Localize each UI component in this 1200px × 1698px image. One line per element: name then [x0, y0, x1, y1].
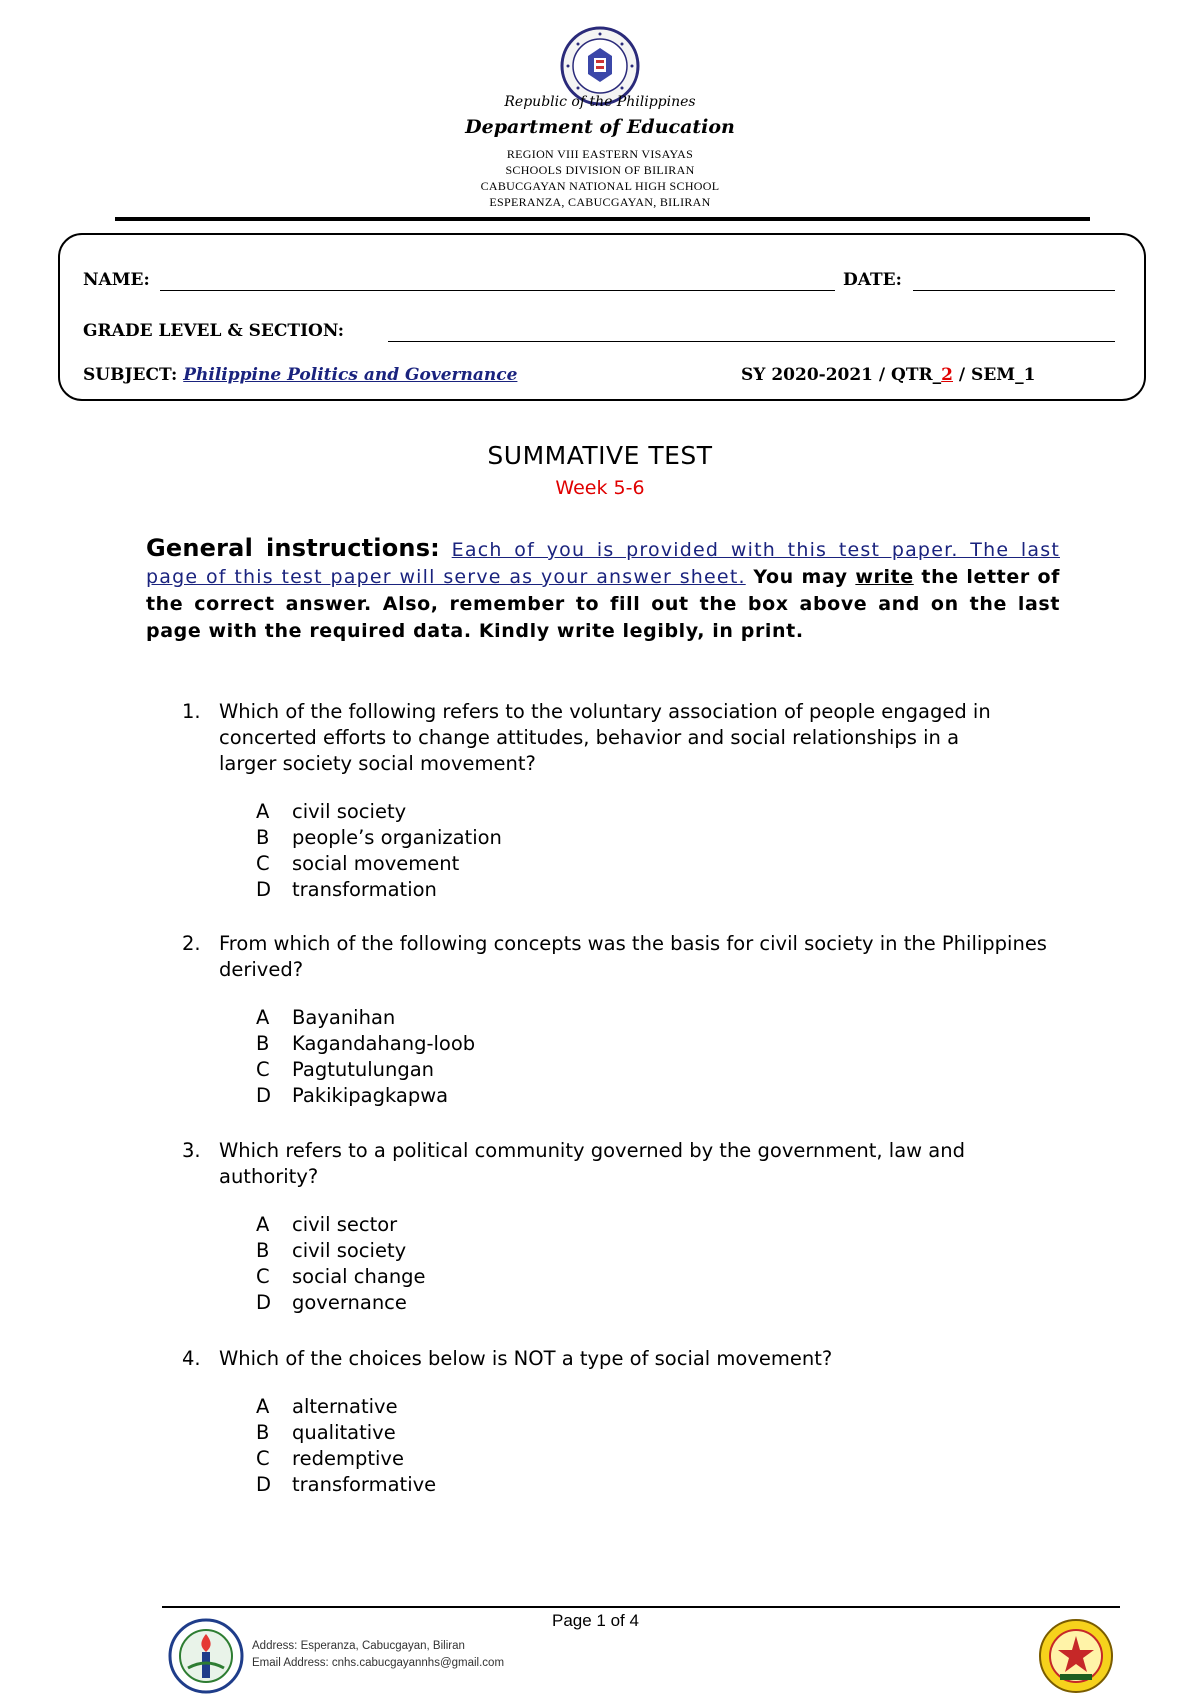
school-line: CABUCGAYAN NATIONAL HIGH SCHOOL: [480, 179, 720, 193]
grade-section-label: GRADE LEVEL & SECTION:: [83, 321, 345, 341]
week-label: Week 5-6: [555, 477, 645, 499]
option-c: C Pagtutulungan: [256, 1058, 435, 1081]
footer-divider: [162, 1606, 1120, 1608]
location-line: ESPERANZA, CABUCGAYAN, BILIRAN: [489, 195, 711, 209]
option-c: C redemptive: [256, 1447, 404, 1470]
page-number: Page 1 of 4: [552, 1611, 639, 1630]
date-field[interactable]: [913, 290, 1115, 291]
school-year-quarter: [741, 365, 1035, 385]
question-text: From which of the following concepts was the basis for civil society in the Philippines derived?: [219, 932, 1047, 981]
subject-row: [83, 365, 517, 385]
option-b: B civil society: [256, 1239, 407, 1262]
instructions-heading: General instructions:: [146, 534, 440, 562]
question-text: Which of the choices below is NOT a type of social movement?: [219, 1347, 833, 1370]
option-c: C social change: [256, 1265, 426, 1288]
question-3: [146, 1138, 1066, 1316]
option-a: A civil sector: [256, 1213, 398, 1236]
option-b: B qualitative: [256, 1421, 396, 1444]
quarter-number: 2: [941, 365, 953, 385]
option-d: D transformation: [256, 878, 437, 901]
footer-address: Address: Esperanza, Cabucgayan, Biliran: [252, 1640, 465, 1652]
footer-email: Email Address: cnhs.cabucgayannhs@gmail.com: [252, 1657, 505, 1669]
subject-value: Philippine Politics and Governance: [183, 365, 518, 385]
question-number: 3.: [182, 1139, 201, 1162]
instructions-write: write: [855, 566, 914, 588]
header-divider: [115, 217, 1090, 221]
option-b: B Kagandahang-loob: [256, 1032, 476, 1055]
question-text: Which refers to a political community governed by the government, law and authority?: [219, 1139, 965, 1188]
question-2: [146, 931, 1066, 1109]
name-label: NAME:: [83, 270, 150, 290]
department-heading: Department of Education: [465, 116, 735, 138]
option-b: B people’s organization: [256, 826, 502, 849]
instructions-underlined: Each of you is provided with this test paper. The last page of this test paper will serve as your answer sheet.: [146, 539, 1060, 588]
sy-suffix: / SEM_1: [953, 365, 1036, 385]
date-label: DATE:: [843, 270, 902, 290]
question-number: 2.: [182, 932, 201, 955]
sy-prefix: SY 2020-2021 / QTR_: [741, 365, 942, 385]
option-a: A alternative: [256, 1395, 398, 1418]
option-d: D transformative: [256, 1473, 437, 1496]
question-text: Which of the following refers to the voluntary association of people engaged in concerted efforts to change attitudes, behavior and social relationships in a larger society social movement?: [219, 700, 991, 775]
option-c: C social movement: [256, 852, 460, 875]
general-instructions: [146, 535, 1060, 645]
question-4: [146, 1346, 1066, 1498]
question-1: [146, 699, 1066, 903]
instructions-text-a: You may: [745, 566, 856, 588]
subject-label: SUBJECT:: [83, 365, 178, 385]
question-number: 1.: [182, 700, 201, 723]
region-line: REGION VIII EASTERN VISAYAS: [506, 147, 694, 161]
test-title: SUMMATIVE TEST: [487, 441, 713, 470]
school-logo-icon: [168, 1618, 244, 1694]
option-d: D Pakikipagkapwa: [256, 1084, 449, 1107]
republic-heading: Republic of the Philippines: [504, 94, 696, 110]
grade-section-field[interactable]: [388, 341, 1115, 342]
option-a: A Bayanihan: [256, 1006, 396, 1029]
option-a: A civil society: [256, 800, 407, 823]
division-line: SCHOOLS DIVISION OF BILIRAN: [505, 163, 695, 177]
instructions-text-b: the letter of the correct answer. Also, remember to fill out the box above and on the last page with the required data. Kindly write legibly, in print.: [146, 566, 1060, 642]
option-d: D governance: [256, 1291, 407, 1314]
name-field[interactable]: [160, 290, 835, 291]
sdo-logo-icon: [1038, 1618, 1114, 1694]
question-number: 4.: [182, 1347, 201, 1370]
